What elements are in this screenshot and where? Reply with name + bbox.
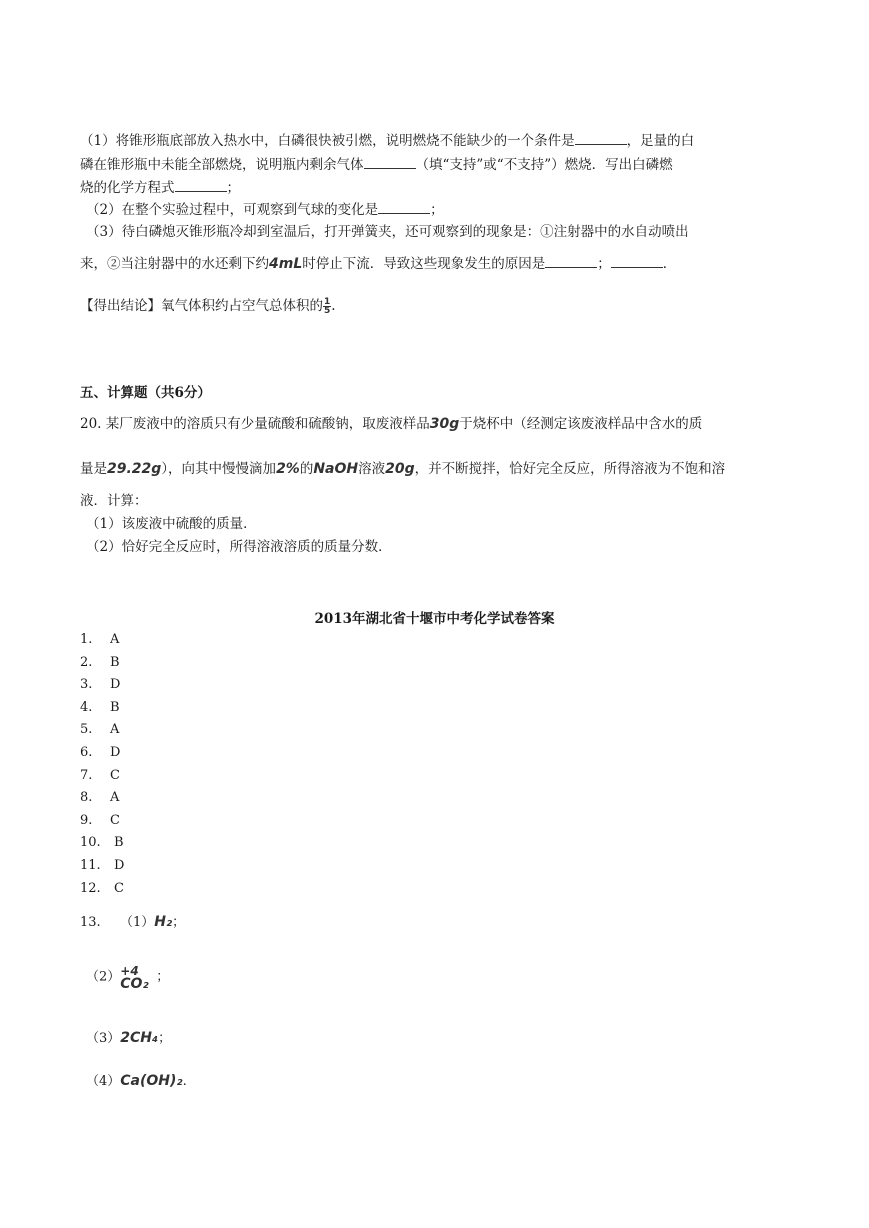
answer-value: C: [110, 767, 120, 783]
answer-row: [80, 654, 120, 672]
section-heading: 五、计算题（共6分）: [80, 385, 211, 401]
q19-text: ；: [597, 256, 611, 272]
math-percent: 2%: [276, 461, 300, 477]
answer-number: 2.: [80, 654, 93, 670]
q19-line-5: [86, 222, 689, 242]
q20-line-2: [80, 459, 725, 479]
answer-13-2: [86, 962, 169, 992]
formula-methane: 2CH₄: [120, 1030, 159, 1046]
answer-row: [80, 834, 124, 852]
q20-text: ，并不断搅拌，恰好完全反应，所得溶液为不饱和溶: [414, 461, 726, 477]
q19-line-6: [80, 253, 676, 274]
q20-line-1: [80, 414, 702, 434]
q19-text: 磷在锥形瓶中未能全部燃烧，说明瓶内剩余气体: [80, 157, 364, 173]
answer-13-1: [80, 913, 185, 932]
answer-value: A: [110, 790, 120, 806]
answer-blank: [545, 253, 597, 268]
q19-line-1: [80, 130, 694, 151]
answer-number: 6.: [80, 745, 93, 760]
answer-number: 4.: [80, 699, 93, 715]
answer-number: 9.: [80, 812, 93, 828]
q20-line-4: （1）该废液中硫酸的质量．: [86, 516, 257, 532]
q19-text: （3）待白磷熄灭锥形瓶冷却到室温后，打开弹簧夹，还可观察到的现象是：①注射器中的水自动喷出: [86, 224, 689, 240]
q20-text: 的: [299, 461, 314, 477]
answer-row: [80, 812, 120, 830]
q19-text: （2）在整个实验过程中，可观察到气球的变化是: [86, 202, 379, 218]
answer-blank: [611, 253, 663, 268]
oxidation-state: +4: [120, 964, 139, 978]
answer-blank: [175, 177, 227, 192]
answer-punct: .: [182, 1074, 187, 1089]
answer-13-3: [86, 1029, 171, 1048]
answer-number: 3.: [80, 677, 93, 693]
answer-punct: ；: [158, 1031, 172, 1046]
q19-text: 来，②当注射器中的水还剩下约: [80, 256, 269, 272]
answer-part: （1）: [120, 915, 155, 930]
answer-row: [80, 789, 119, 807]
answer-value: D: [110, 745, 121, 760]
answer-part: （2）: [86, 969, 121, 985]
q19-text: ．: [662, 256, 677, 272]
q19-text: 烧的化学方程式: [80, 180, 175, 196]
fraction-denominator: 5: [324, 306, 331, 316]
answer-value: A: [110, 722, 120, 738]
answer-value: A: [110, 632, 120, 647]
answer-blank: [378, 199, 430, 214]
q19-text: ；: [226, 180, 240, 196]
formula-carbon-dioxide: [120, 962, 156, 992]
answer-value: B: [114, 835, 124, 851]
answer-row: [80, 767, 120, 785]
answer-number: 10.: [80, 835, 101, 851]
q20-text: 于烧杯中（经测定该废液样品中含水的质: [459, 416, 703, 432]
answer-row: [80, 880, 124, 898]
answer-punct: ；: [172, 915, 186, 930]
answer-number: 5.: [80, 722, 93, 738]
answer-part: （4）: [86, 1074, 121, 1089]
answer-value: D: [114, 858, 125, 873]
answer-blank: [364, 154, 416, 169]
q20-text: ），向其中慢慢滴加: [161, 461, 277, 477]
answer-part: （3）: [86, 1031, 121, 1046]
answer-value: C: [110, 812, 120, 828]
q19-line-4: [86, 199, 444, 220]
q19-text: （1）将锥形瓶底部放入热水中，白磷很快被引燃，说明燃烧不能缺少的一个条件是: [80, 133, 575, 149]
answer-number: 13.: [80, 915, 101, 930]
fraction-numerator: 1: [324, 297, 331, 307]
answer-punct: ；: [156, 969, 170, 985]
answer-number: 8.: [80, 790, 93, 806]
conclusion-text: 【得出结论】氧气体积约占空气总体积的: [80, 298, 323, 314]
q20-text: 溶液: [358, 461, 386, 477]
answer-row: [80, 721, 119, 739]
conclusion-text: .: [331, 298, 336, 314]
answer-value: B: [110, 699, 120, 715]
answer-value: D: [110, 677, 121, 693]
q20-text: 20. 某厂废液中的溶质只有少量硫酸和硫酸钠，取废液样品: [80, 416, 430, 432]
q19-text: （填“支持”或“不支持”）燃烧．写出白磷燃: [415, 157, 673, 173]
q19-line-3: [80, 177, 240, 198]
answer-row: [80, 857, 124, 875]
answer-number: 1.: [80, 632, 93, 647]
math-mass: 30g: [429, 416, 460, 432]
answer-13-4: [86, 1072, 187, 1091]
math-volume: 4mL: [269, 256, 303, 272]
answer-number: 12.: [80, 880, 101, 896]
q19-text: ；: [430, 202, 444, 218]
q19-text: ，足量的白: [626, 133, 695, 149]
answer-row: [80, 699, 120, 717]
conclusion-line: [80, 293, 336, 319]
answer-number: 11.: [80, 858, 101, 873]
q19-text: 时停止下流．导致这些现象发生的原因是: [302, 256, 546, 272]
math-mass: 20g: [385, 461, 415, 477]
answer-number: 7.: [80, 767, 93, 783]
q20-line-5: （2）恰好完全反应时，所得溶液溶质的质量分数．: [86, 539, 392, 555]
math-mass: 29.22g: [107, 461, 162, 477]
q19-line-2: [80, 154, 673, 175]
math-formula: NaOH: [313, 461, 359, 477]
answer-value: C: [114, 880, 124, 896]
formula-text: CO₂: [120, 976, 149, 992]
answers-title: 2013年湖北省十堰市中考化学试卷答案: [314, 611, 555, 627]
q20-line-3: 液．计算：: [80, 493, 148, 509]
q20-text: 量是: [80, 461, 107, 477]
answer-value: B: [110, 654, 120, 670]
answer-blank: [575, 130, 627, 145]
answer-row: [80, 744, 120, 762]
answer-row: [80, 676, 120, 694]
formula-hydrogen: H₂: [154, 914, 173, 930]
answer-row: [80, 631, 119, 649]
formula-calcium-hydroxide: Ca(OH)₂: [120, 1073, 183, 1089]
